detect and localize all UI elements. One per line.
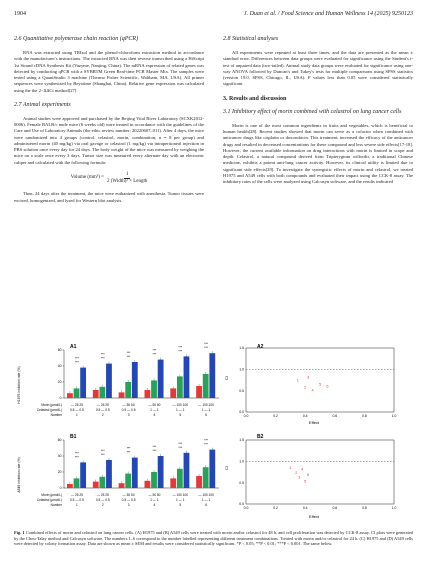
significance-label: *** — [178, 349, 183, 354]
group-number: 5 — [179, 503, 182, 507]
row-number-b1: Number — [50, 503, 62, 507]
figure-1-svg — [14, 340, 413, 525]
bar — [145, 481, 151, 488]
bar — [99, 477, 105, 488]
bar-chart-a1 — [58, 342, 219, 417]
plot-frame — [246, 348, 394, 412]
bar — [151, 472, 157, 488]
significance-label: *** — [178, 345, 183, 350]
section-2-8-title: 2.8 Statistical analyses — [223, 36, 279, 42]
bar — [177, 469, 183, 488]
section-2-7-text2: Then, 24 days after the treatment, the mice were euthanized with anesthesia. Tumor tissues were excised, homogenized, and lysed for Western blot analysis. — [14, 191, 204, 203]
ci-point: 2 — [295, 471, 298, 476]
ylabel-b1: A549 inhibition rate (%) — [17, 457, 21, 493]
section-2-7-text: Animal studies were approved and purchased by the Beijing Vital River Laboratory (SCXK2012-0006). Female BALB/c nude mice (6 weeks old) were treated in accordance with the guidelines of the Care and Use of Laboratory Animals (the ethic review number: 20220607–011). After 4 days, the mice were randomized into 4 groups (control, celastrol, morin, combination; n = 8 per group) and administered morin (40 mg/kg) via oral gavage or celastrol (1 mg/kg) via intraperitoneal injection in PBS solution once every day for 24 days. The body weight of the mice was measured by weighing the mice on a scale once every 3 days. Tumor size was measured every alternate day with an electronic caliper and calculated with the following formula: — [14, 115, 204, 165]
right-column — [223, 36, 413, 191]
y-tick-label: 60 — [57, 348, 62, 353]
morin-value: — 50 50 — [122, 493, 135, 497]
group-number: 3 — [127, 503, 130, 507]
group-number: 5 — [179, 413, 182, 417]
bar — [67, 393, 73, 398]
y-tick-label: 20 — [57, 470, 62, 475]
bar — [203, 374, 209, 398]
panel-label-b1: B1 — [70, 434, 77, 440]
x-tick-label: 0.2 — [273, 506, 278, 510]
x-tick-label: 1.0 — [391, 414, 397, 418]
bar — [125, 382, 131, 398]
x-tick-label: 0.0 — [243, 506, 249, 510]
row-celastrol-b1: Celastrol (μmol/L) — [36, 498, 62, 502]
significance-label: *** — [152, 352, 157, 357]
morin-value: — 100 100 — [198, 493, 214, 497]
celastrol-value: 0.5 — 0.5 — [70, 498, 84, 502]
y-tick-label: 0.5 — [239, 480, 244, 485]
morin-value: — 25 25 — [70, 493, 83, 497]
significance-label: *** — [178, 441, 183, 446]
row-morin-a1: Morin (μmol/L) — [41, 403, 62, 407]
bar — [80, 368, 86, 398]
formula-fraction — [107, 172, 147, 186]
ci-point: 3 — [298, 475, 301, 480]
ci-point: 1 — [296, 378, 299, 383]
y-tick-label: 0.0 — [239, 410, 244, 415]
bar — [184, 356, 190, 398]
ci-plot-a2 — [239, 346, 396, 418]
ci-point: 5 — [304, 479, 307, 484]
celastrol-value: 0.5 — 0.5 — [121, 498, 136, 502]
x-tick-label: 0.0 — [243, 414, 249, 418]
group-number: 2 — [101, 503, 104, 507]
bar-chart-b1 — [58, 438, 219, 507]
section-3-title: 3. Results and discussion — [223, 95, 287, 102]
celastrol-value: 1 — 1 — [175, 408, 185, 412]
section-2-7-title: 2.7 Animal experiments — [14, 101, 71, 108]
formula-denominator: 2 (Width)² × Length — [107, 179, 148, 184]
significance-label: *** — [75, 451, 79, 456]
celastrol-value: 1 — 1 — [201, 498, 211, 502]
x-tick-label: 0.4 — [302, 414, 308, 418]
x-tick-label: 1.0 — [391, 506, 397, 510]
row-number-a1: Number — [50, 413, 62, 417]
formula-lhs: Volume (mm³) = — [70, 175, 105, 181]
bar — [177, 376, 183, 398]
ci-point: 4 — [311, 388, 314, 393]
group-number: 4 — [153, 503, 156, 507]
bar — [74, 478, 80, 488]
morin-value: — 25 25 — [96, 403, 109, 407]
morin-value: — 25 25 — [96, 493, 109, 497]
group-number: 1 — [76, 503, 78, 507]
ci-point: 6 — [326, 384, 329, 389]
figure-1 — [14, 340, 413, 525]
y-tick-label: 40 — [57, 364, 62, 369]
caption-label: Fig. 1 — [14, 530, 25, 535]
significance-label: *** — [126, 355, 131, 359]
celastrol-value: 1 — 1 — [150, 498, 159, 502]
y-tick-label: 1.5 — [239, 438, 244, 443]
significance-label: *** — [178, 445, 183, 450]
significance-label: *** — [204, 438, 208, 443]
formula-numerator: 1 — [124, 172, 131, 179]
significance-label: *** — [75, 455, 79, 460]
bar — [132, 458, 138, 488]
significance-label: *** — [75, 356, 79, 361]
journal-citation: J. Duan et al. / Food Science and Human Wellness 14 (2025) 9250123 — [243, 11, 413, 17]
left-column — [14, 36, 204, 210]
significance-label: *** — [100, 352, 105, 357]
morin-value: — 25 25 — [70, 403, 83, 407]
bar — [184, 453, 190, 488]
y-tick-label: 1.5 — [239, 346, 244, 351]
ci-point: 6 — [307, 472, 310, 477]
group-number: 4 — [153, 413, 156, 417]
celastrol-value: 0.5 — 0.5 — [95, 408, 110, 412]
bar — [119, 392, 125, 398]
bar — [106, 364, 112, 398]
group-number: 6 — [205, 503, 207, 507]
page-header — [14, 11, 413, 21]
section-3-1-text: Morin is one of the most common ingredients in fruits and vegetables, which is beneficial to human health[28]. Recent studies showed that morin can serve as a cofactor when combined with anticancer drugs like cisplatin or doxorubicin. This treatment, increased the efficacy of the anticancer drugs and resulted in decreased concentrations for these compound and less severe side effects[17-18]. However, the current available information on drug interactions with morin is limited in scope and depth. Celastrol, a natural compound derived from Tripterygium wilfordii, a traditional Chinese medicine, exhibits a potent anti-lung cancer activity. However, its clinical utility is limited due to significant side effects[29]. To investigate the synergistic effects of morin and celastrol, we treated H1975 and A549 cells with both compounds and evaluated their impact using the CCK-8 assay. The inhibitory rates of the cells were analyzed using Calcusyn software, and the results indicated — [223, 122, 413, 184]
significance-label: *** — [75, 360, 79, 365]
x-tick-label: 0.4 — [302, 506, 308, 510]
bar — [203, 467, 209, 488]
row-celastrol-a1: Celastrol (μmol/L) — [36, 408, 62, 412]
y-tick-label: 1.0 — [239, 459, 244, 464]
ylabel-a1: H1975 inhibition rate (%) — [17, 366, 21, 404]
morin-value: — 50 50 — [122, 403, 135, 407]
bar — [196, 476, 202, 488]
y-tick-label: 40 — [57, 454, 62, 459]
section-2-6-title: 2.6 Quantitative polymerase chain reaction (qPCR) — [14, 36, 139, 42]
ylabel-a2: CI — [224, 376, 229, 380]
xlabel-a2: Effect — [308, 420, 320, 425]
section-2-8-text: All experiments were repeated at least three times, and the data are presented as the mean ± standard error. Differences between data groups were evaluated for significance using the Student's t-test of unpaired data (two-tailed). Animal study data groups were evaluated for significance using one-way ANOVA followed by Duncan's and Tukey's tests for multiple comparisons using SPSS statistics (version 19.0, SPSS, Chicago, IL, USA). P values less than 0.05 were considered statistically significant. — [223, 50, 413, 87]
bar — [125, 474, 131, 488]
bar — [170, 388, 176, 398]
figure-caption — [14, 530, 413, 547]
section-2-6-text: RNA was extracted using TRIzol and the phenol-chloroform extraction method in accordance with the manufacturer's instructions. The extracted RNA was then reverse transcribed using a HiScript 1st Strand cDNA Synthesis Kit (Vazyme, Nanjing, China). The mRNA expression of related genes was detected by conducting qPCR with a SYBRTM Green Real-time PCR Master Mix. The samples were tested using a QuantStudio 3 machine (Thermo Fisher Scientific, Waltham, MA, USA). All primer sequences were synthesized by Beyotime (Shanghai, China). Relative gene expression was calculated using the the 2−ΔΔCt method[27]. — [14, 50, 204, 93]
volume-formula — [14, 172, 204, 186]
y-tick-label: 0 — [59, 396, 62, 401]
row-morin-b1: Morin (μmol/L) — [41, 493, 62, 497]
significance-label: *** — [100, 453, 105, 457]
panel-label-b2: B2 — [257, 434, 264, 440]
group-number: 6 — [205, 413, 207, 417]
celastrol-value: 1 — 1 — [201, 408, 211, 412]
bar — [196, 386, 202, 398]
ci-point: 1 — [289, 466, 292, 471]
bar — [106, 460, 112, 488]
significance-label: *** — [152, 449, 157, 453]
significance-label: *** — [204, 442, 208, 447]
morin-value: — 100 100 — [172, 403, 189, 407]
y-tick-label: 20 — [57, 380, 62, 385]
bar — [93, 390, 99, 398]
group-number: 2 — [101, 413, 104, 417]
bar — [119, 483, 125, 488]
morin-value: — 100 100 — [172, 493, 189, 497]
caption-text: Combined effects of morin and celastrol on lung cancer cells. (A) H1975 and (B) A549 cells were treated with morin and/or celastrol for 48 h, and cell proliferation was detected by CCK-8 assay. CI plots were generated by the Chou-Talay method and Calcusyn software. The numbers 1–6 correspond to the number labelled representing different treatment combinations. Treated with morin and/or celastrol for 24 h. (C) H1975 and (D) A549 cells were detected by colony formation assay. Data are shown as mean ± SEM and results were considered statistically significant. *P < 0.05; **P < 0.01; ***P < 0.001. The same below. — [14, 530, 413, 547]
bar — [80, 462, 86, 488]
section-3-1-title: 3.1 Inhibitory effect of morin combined with celastrol on lung cancer cells — [223, 108, 402, 115]
significance-label: *** — [152, 445, 157, 449]
celastrol-value: 0.5 — 0.5 — [70, 408, 84, 412]
bar — [151, 380, 157, 398]
x-tick-label: 0.8 — [362, 414, 367, 418]
significance-label: *** — [204, 342, 208, 347]
plot-frame — [246, 440, 394, 504]
group-number: 1 — [76, 413, 78, 417]
significance-label: *** — [126, 351, 131, 355]
bar — [158, 456, 164, 488]
y-tick-label: 0.0 — [239, 502, 244, 507]
significance-label: *** — [204, 346, 208, 351]
y-tick-label: 0 — [59, 486, 62, 491]
ci-point: 4 — [301, 467, 304, 472]
bar — [170, 478, 176, 488]
xlabel-b2: Effect — [308, 514, 320, 519]
ci-point: 2 — [304, 385, 307, 390]
celastrol-value: 1 — 1 — [175, 498, 185, 502]
significance-label: *** — [100, 356, 105, 361]
y-tick-label: 0.5 — [239, 388, 244, 393]
page-number: 1904 — [14, 11, 26, 17]
celastrol-value: 0.5 — 0.5 — [95, 498, 110, 502]
morin-value: — 50 50 — [148, 403, 161, 407]
significance-label: *** — [126, 446, 131, 451]
panel-label-a1: A1 — [70, 344, 77, 350]
bar — [74, 388, 80, 398]
group-number: 3 — [127, 413, 130, 417]
y-tick-label: 1.0 — [239, 367, 244, 372]
bar — [209, 353, 215, 398]
ci-point: 3 — [307, 375, 310, 380]
bar — [209, 450, 215, 488]
ci-plot-b2 — [239, 438, 396, 510]
significance-label: *** — [126, 450, 131, 455]
x-tick-label: 0.6 — [332, 506, 338, 510]
panel-label-a2: A2 — [257, 344, 264, 350]
bar — [93, 482, 99, 488]
morin-value: — 100 100 — [198, 403, 214, 407]
x-tick-label: 0.8 — [362, 506, 367, 510]
celastrol-value: 0.5 — 0.5 — [121, 408, 136, 412]
ylabel-b2: CI — [224, 466, 229, 470]
bar — [158, 360, 164, 398]
x-tick-label: 0.6 — [332, 414, 338, 418]
bar — [67, 484, 73, 488]
morin-value: — 50 50 — [148, 493, 161, 497]
celastrol-value: 1 — 1 — [150, 408, 159, 412]
bar — [145, 390, 151, 398]
significance-label: *** — [100, 449, 105, 453]
significance-label: *** — [152, 348, 157, 353]
x-tick-label: 0.2 — [273, 414, 278, 418]
ci-point: 5 — [318, 382, 322, 387]
bar — [99, 387, 105, 398]
bar — [132, 362, 138, 398]
y-tick-label: 60 — [57, 438, 62, 443]
